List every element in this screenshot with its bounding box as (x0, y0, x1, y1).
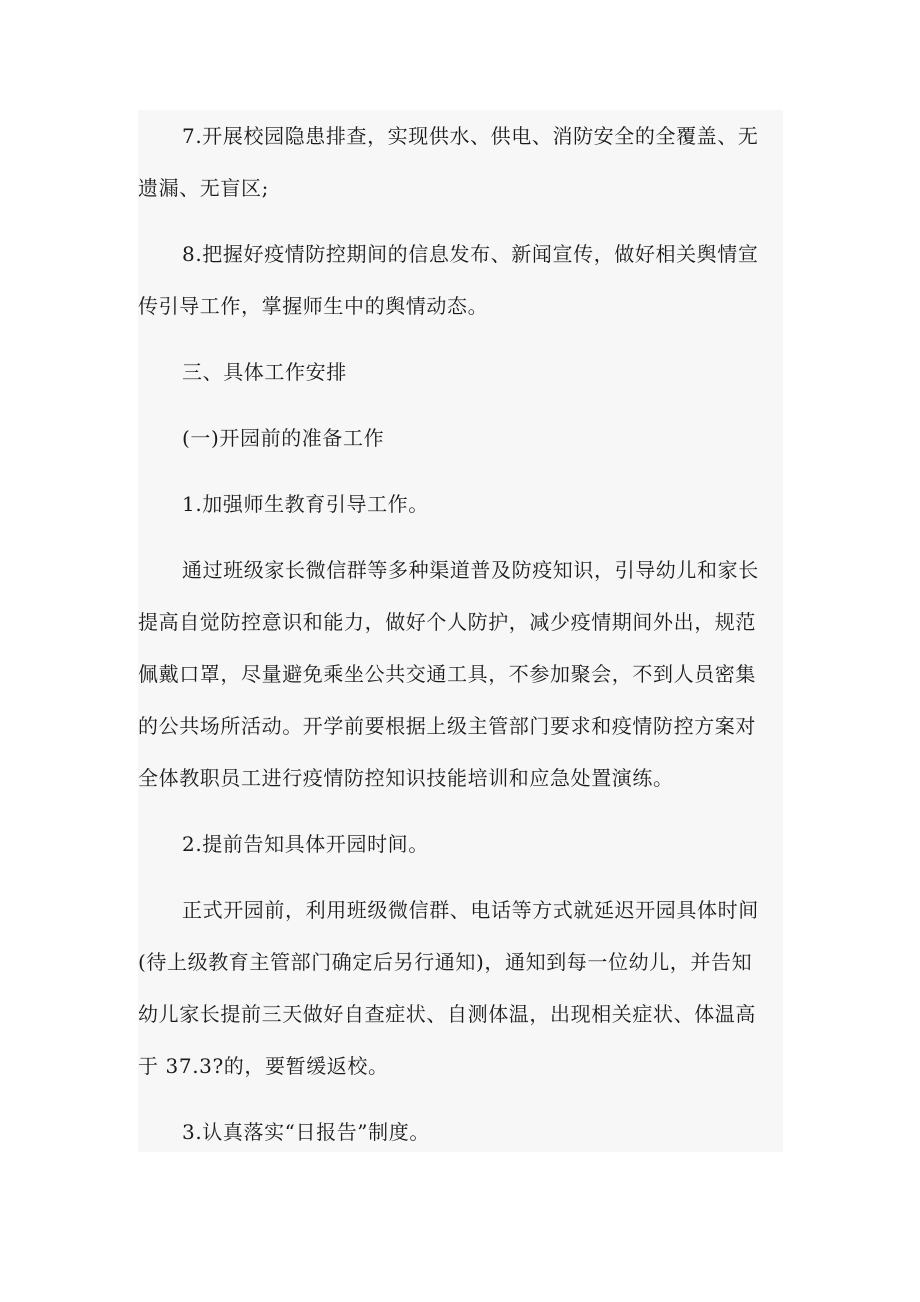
text-line: (待上级教育主管部门确定后另行通知)，通知到每一位幼儿，并告知 (138, 950, 753, 974)
text-line: 幼儿家长提前三天做好自查症状、自测体温，出现相关症状、体温高 (138, 1002, 756, 1026)
list-item-2 (138, 818, 783, 870)
text-line: 佩戴口罩，尽量避免乘坐公共交通工具，不参加聚会，不到人员密集 (138, 662, 756, 686)
body-paragraph-2 (138, 884, 783, 1092)
text-line: 于 37.3?的，要暂缓返校。 (138, 1054, 389, 1078)
text-line: 3.认真落实“日报告”制度。 (182, 1120, 430, 1144)
paragraph-item-7 (138, 110, 783, 214)
list-item-3 (138, 1106, 783, 1158)
list-item-1 (138, 478, 783, 530)
body-paragraph-1 (138, 544, 783, 804)
text-line: 8.把握好疫情防控期间的信息发布、新闻宣传，做好相关舆情宣 (182, 242, 759, 266)
text-line: 传引导工作，掌握师生中的舆情动态。 (138, 294, 489, 318)
text-line: (一)开园前的准备工作 (182, 426, 385, 450)
text-line: 提高自觉防控意识和能力，做好个人防护，减少疫情期间外出，规范 (138, 610, 756, 634)
text-line: 遗漏、无盲区; (138, 176, 269, 200)
text-line: 的公共场所活动。开学前要根据上级主管部门要求和疫情防控方案对 (138, 714, 756, 738)
paragraph-item-8 (138, 228, 783, 332)
text-line: 2.提前告知具体开园时间。 (182, 832, 429, 856)
text-line: 正式开园前，利用班级微信群、电话等方式就延迟开园具体时间 (182, 898, 759, 922)
text-line: 通过班级家长微信群等多种渠道普及防疫知识，引导幼儿和家长 (182, 558, 759, 582)
section-heading-3 (138, 346, 783, 398)
text-line: 全体教职员工进行疫情防控知识技能培训和应急处置演练。 (138, 766, 674, 790)
subsection-heading-1 (138, 412, 783, 464)
document-page (138, 110, 783, 1152)
text-line: 1.加强师生教育引导工作。 (182, 492, 429, 516)
text-line: 7.开展校园隐患排查，实现供水、供电、消防安全的全覆盖、无 (182, 124, 759, 148)
text-line: 三、具体工作安排 (182, 360, 347, 384)
